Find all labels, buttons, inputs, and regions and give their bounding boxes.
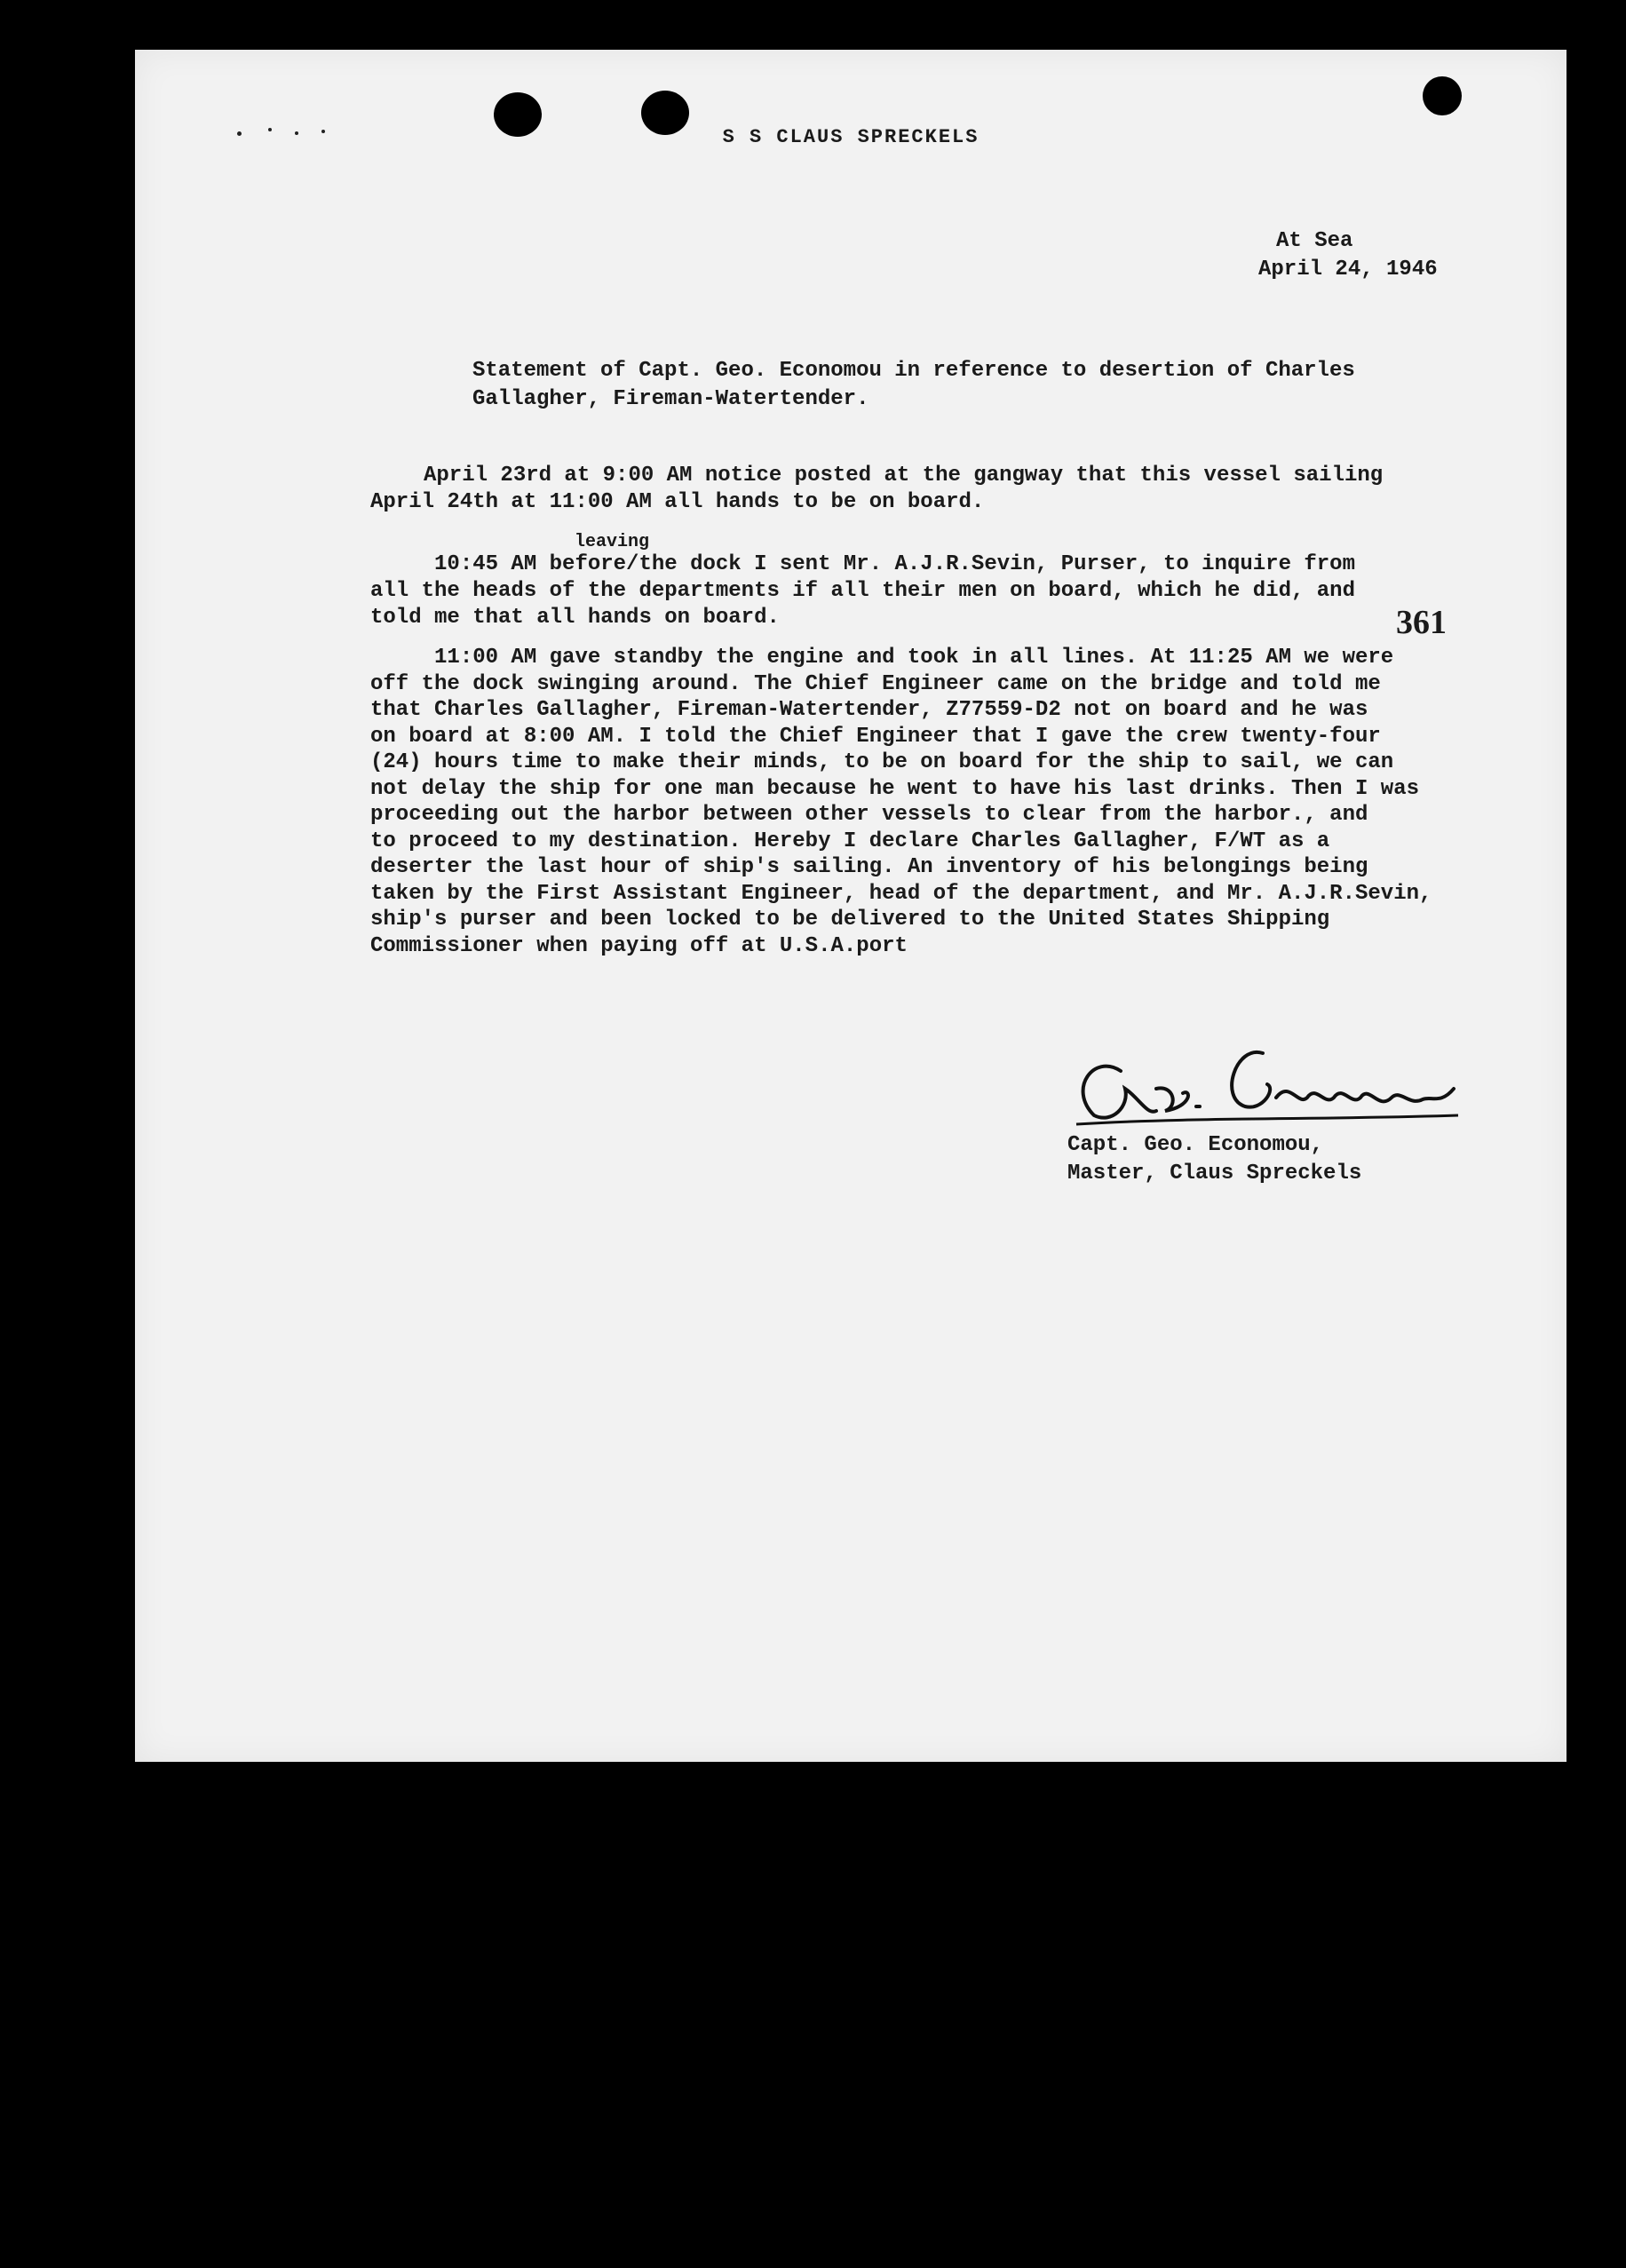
document-header: S S CLAUS SPRECKELS — [722, 126, 980, 148]
document-page — [135, 50, 1567, 1762]
statement-title: Statement of Capt. Geo. Economou in reference to desertion of Charles Gallagher, Fireman-Watertender. — [472, 359, 1355, 411]
paragraph-3: 11:00 AM gave standby the engine and took in all lines. At 11:25 AM we were off the dock swinging around. The Chief Engineer came on the bridge and told me that Charles Gallagher, Fireman-Watertender, Z77559-D2 not on board and he was on board at 8:00 AM. I told the Chief Engineer that I gave the crew twenty-four (24) hours time to make their minds, to be on board for the ship to sail, we can not delay the ship for one man because he went to have his last drinks. Then I was proceeding out the harbor between other vessels to clear from the harbor., and to proceed to my destination. Hereby I declare Charles Gallagher, F/WT as a deserter the last hour of ship's sailing. An inventory of his belongings being taken by the First Assistant Engineer, head of the department, and Mr. A.J.R.Sevin, ship's purser and been locked to be delivered to the United States Shipping Commissioner when paying off at U.S.A.port — [370, 646, 1432, 958]
handwritten-insertion: leaving — [575, 532, 650, 552]
page-number: 361 — [1396, 604, 1447, 641]
paragraph-1: April 23rd at 9:00 AM notice posted at the gangway that this vessel sailing April 24th at 11:00 AM all hands to be on board. — [370, 464, 1384, 514]
punch-hole-right — [1423, 76, 1462, 115]
signatory-title: Master, Claus Spreckels — [1067, 1162, 1362, 1186]
signature — [1059, 1035, 1467, 1133]
location-text: At Sea — [1276, 229, 1353, 253]
signatory-name: Capt. Geo. Economou, — [1067, 1133, 1324, 1157]
date-text: April 24, 1946 — [1258, 258, 1438, 282]
signature-block — [1067, 1131, 1361, 1188]
paragraph-2: 10:45 AM before/the dock I sent Mr. A.J.R.Sevin, Purser, to inquire from all the heads of the departments if all their men on board, which he did, and told me that all hands on board. — [370, 552, 1355, 630]
dateline — [1258, 227, 1438, 284]
